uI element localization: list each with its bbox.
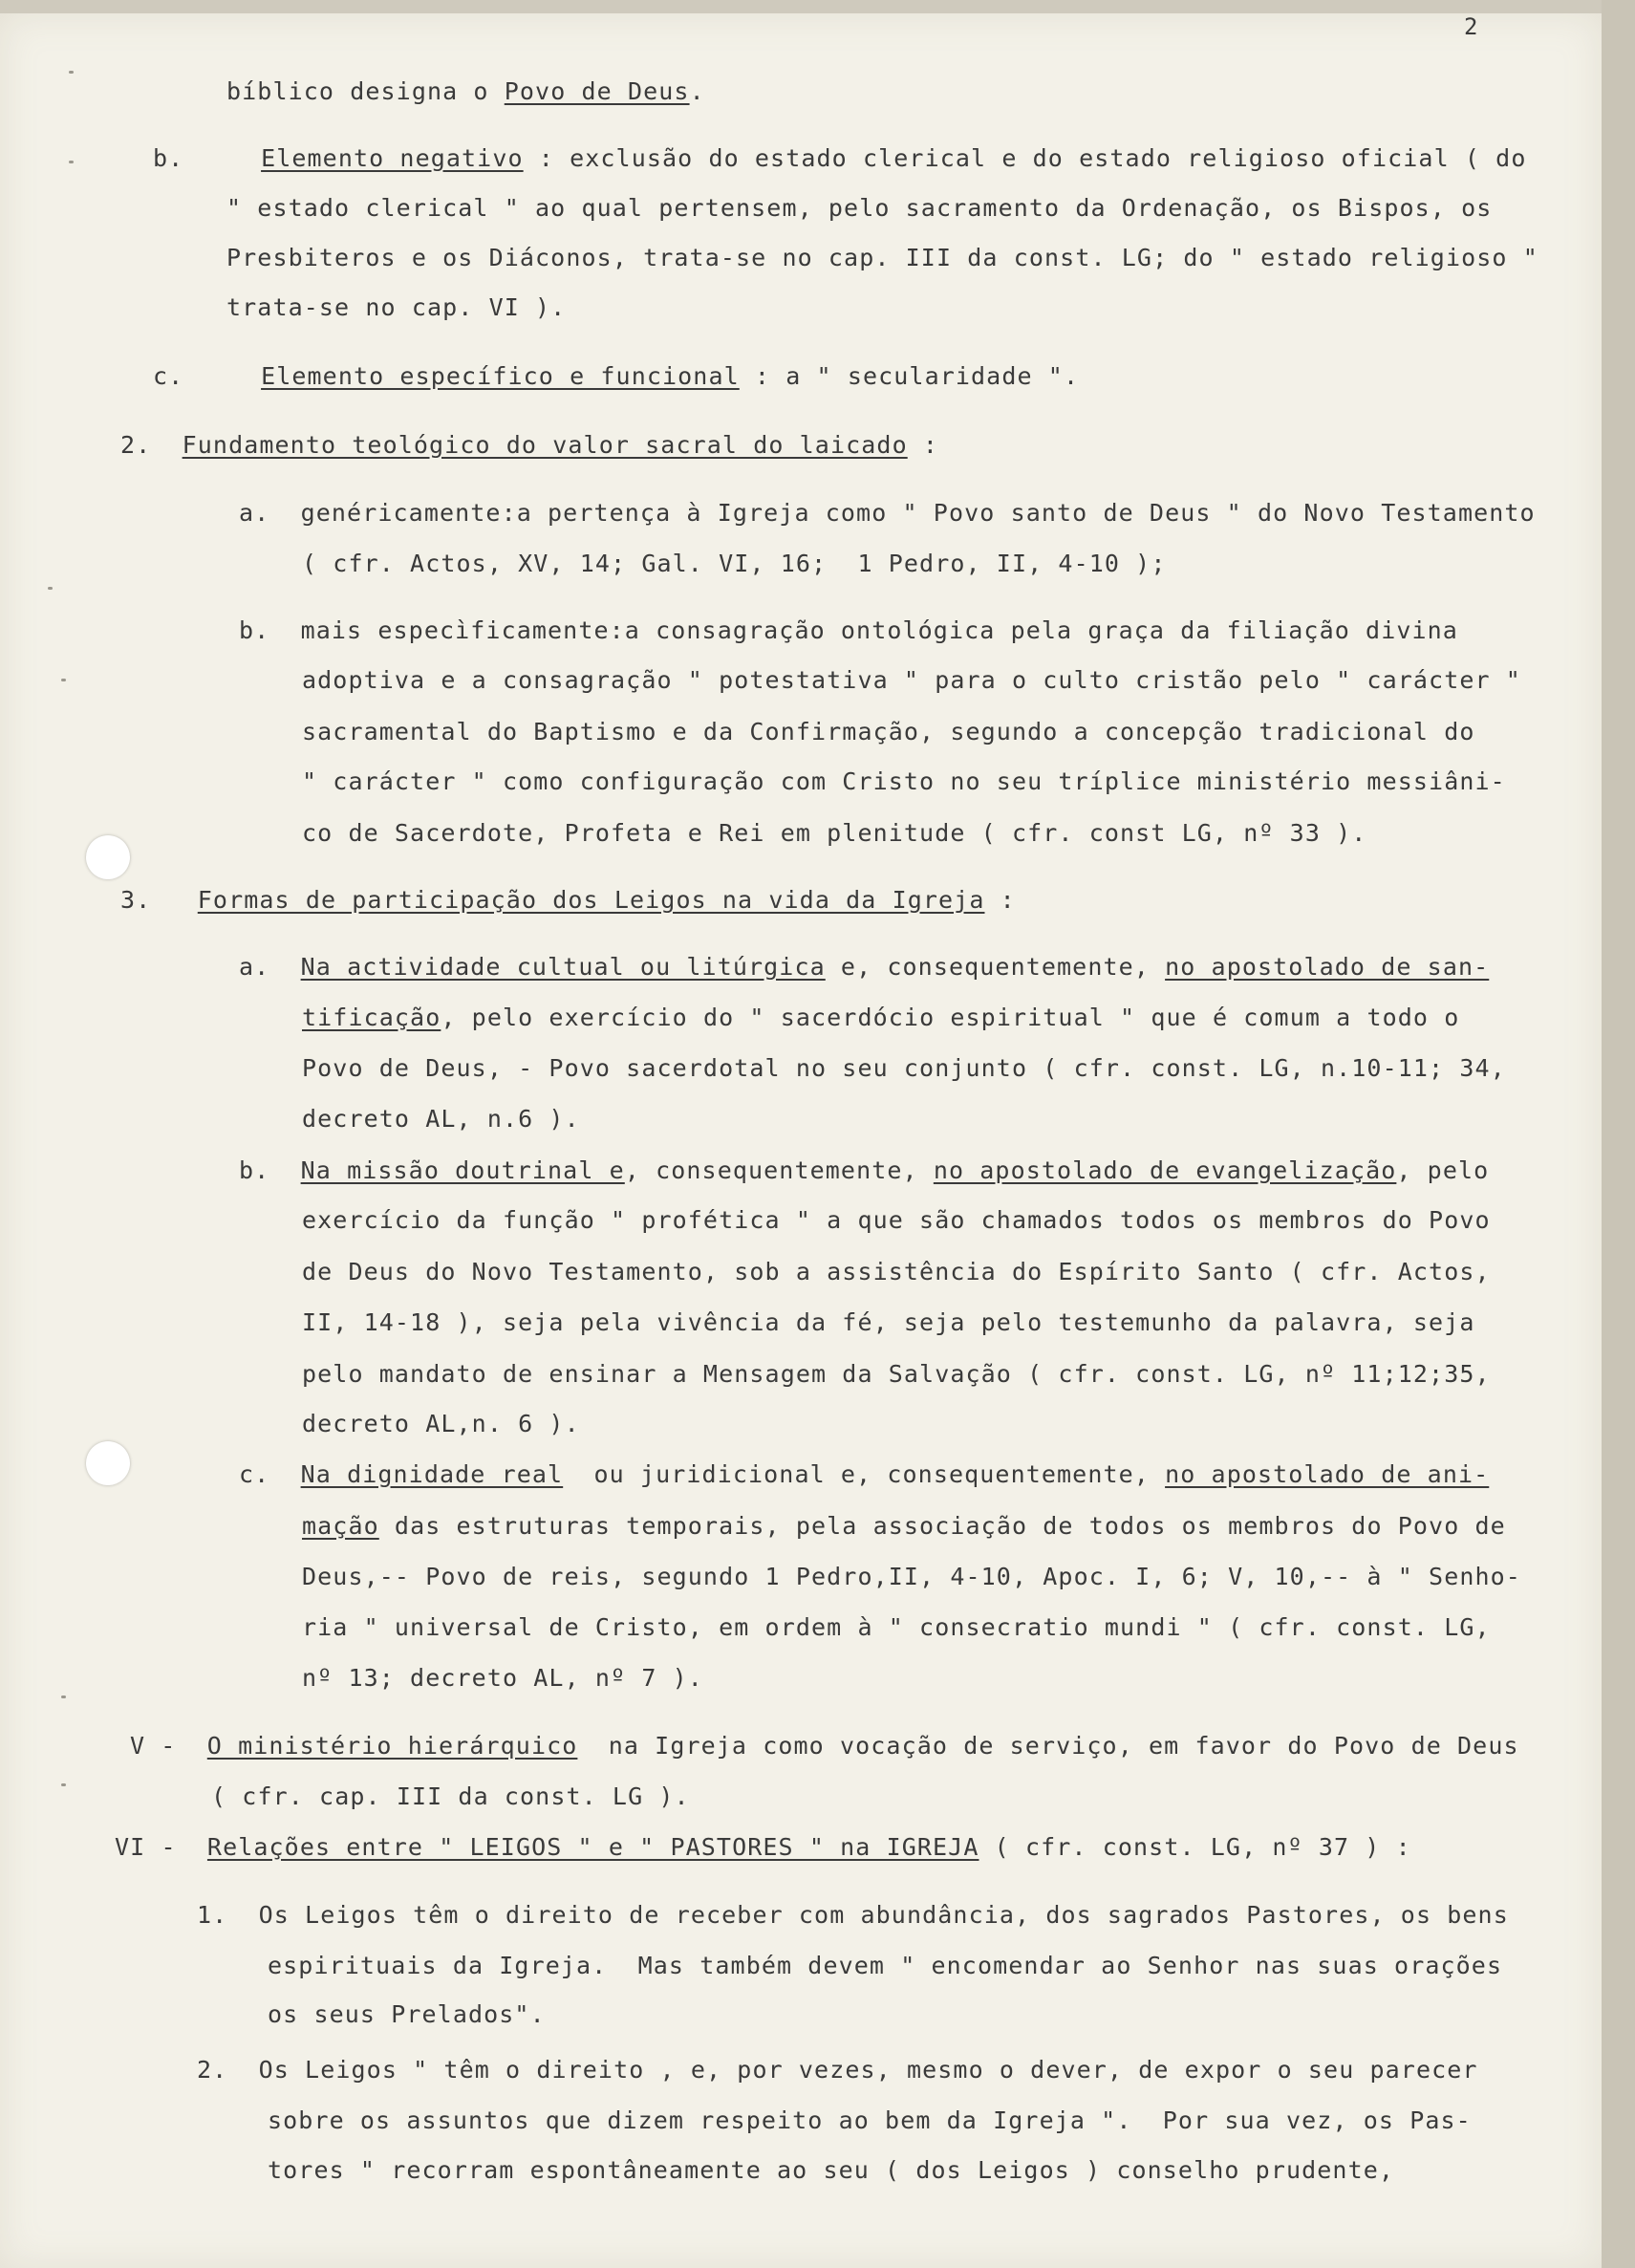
- punch-hole: [86, 835, 130, 879]
- text-segment: :: [984, 886, 1016, 914]
- text-line: [302, 767, 1506, 796]
- text-line: [130, 1732, 1519, 1760]
- page-top-edge: [0, 0, 1635, 13]
- text-segment: exercício da função " profética " a que são chamados todos os membros do Povo: [302, 1206, 1491, 1234]
- text-line: [302, 1512, 1506, 1541]
- text-line: [302, 1258, 1491, 1286]
- text-segment: Presbiteros e os Diáconos, trata-se no cap. III da const. LG; do " estado religioso ": [226, 244, 1538, 271]
- underlined-text: Elemento específico e funcional: [261, 362, 740, 390]
- text-segment: de Deus do Novo Testamento, sob a assistência do Espírito Santo ( cfr. Actos,: [302, 1258, 1491, 1285]
- text-segment: nº 13; decreto AL, nº 7 ).: [302, 1664, 703, 1692]
- text-segment: 2. Os Leigos " têm o direito , e, por vezes, mesmo o dever, de expor o seu parecer: [197, 2056, 1478, 2084]
- text-line: [197, 2056, 1478, 2084]
- paper-speck: [61, 1783, 66, 1786]
- text-segment: tores " recorram espontâneamente ao seu ( dos Leigos ) conselho prudente,: [268, 2156, 1395, 2184]
- text-segment: decreto AL, n.6 ).: [302, 1105, 580, 1133]
- text-line: [302, 1105, 580, 1134]
- text-line: [302, 1004, 1459, 1032]
- text-segment: 2.: [120, 431, 183, 459]
- text-line: [268, 2156, 1394, 2185]
- text-segment: ( cfr. Actos, XV, 14; Gal. VI, 16; 1 Pedro, II, 4-10 );: [302, 550, 1167, 577]
- underlined-text: mação: [302, 1512, 379, 1540]
- text-segment: 3.: [120, 886, 198, 914]
- text-line: [239, 1460, 1489, 1489]
- text-segment: e, consequentemente,: [825, 953, 1166, 981]
- underlined-text: O ministério hierárquico: [206, 1732, 578, 1760]
- underlined-text: no apostolado de evangelização: [933, 1156, 1397, 1184]
- text-segment: sobre os assuntos que dizem respeito ao bem da Igreja ". Por sua vez, os Pas-: [268, 2106, 1472, 2134]
- text-segment: os seus Prelados".: [268, 2000, 546, 2028]
- text-segment: Povo de Deus, - Povo sacerdotal no seu conjunto ( cfr. const. LG, n.10-11; 34,: [302, 1054, 1506, 1082]
- text-line: [302, 1206, 1491, 1235]
- text-line: [226, 194, 1492, 223]
- paper-speck: [69, 161, 74, 163]
- document-page: [0, 13, 1602, 2268]
- text-line: [153, 144, 1526, 173]
- text-segment: V -: [130, 1732, 207, 1760]
- text-segment: , pelo exercício do " sacerdócio espiritual " que é comum a todo o: [441, 1004, 1460, 1031]
- text-line: [226, 293, 566, 322]
- underlined-text: no apostolado de san-: [1165, 953, 1490, 981]
- underlined-text: Na actividade cultual ou litúrgica: [300, 953, 826, 981]
- text-line: [302, 1613, 1491, 1642]
- text-line: [302, 1360, 1491, 1389]
- text-line: [302, 666, 1521, 695]
- text-segment: a. genéricamente:a pertença à Igreja como " Povo santo de Deus " do Novo Testamento: [239, 499, 1536, 527]
- text-segment: pelo mandato de ensinar a Mensagem da Salvação ( cfr. const. LG, nº 11;12;35,: [302, 1360, 1491, 1388]
- text-segment: : a " secularidade ".: [739, 362, 1080, 390]
- text-line: [226, 77, 705, 106]
- text-segment: a.: [239, 953, 301, 981]
- underlined-text: Formas de participação dos Leigos na vida da Igreja: [197, 886, 985, 914]
- text-line: [153, 362, 1079, 391]
- underlined-text: Elemento negativo: [261, 144, 524, 172]
- text-segment: c.: [239, 1460, 301, 1488]
- text-line: [120, 431, 938, 460]
- text-segment: ( cfr. cap. III da const. LG ).: [211, 1782, 690, 1810]
- text-segment: :: [907, 431, 939, 459]
- text-segment: decreto AL,n. 6 ).: [302, 1410, 580, 1437]
- text-segment: VI -: [115, 1833, 207, 1861]
- text-segment: c.: [153, 362, 262, 390]
- text-segment: ria " universal de Cristo, em ordem à " consecratio mundi " ( cfr. const. LG,: [302, 1613, 1491, 1641]
- text-segment: , consequentemente,: [624, 1156, 934, 1184]
- text-line: [302, 550, 1166, 578]
- text-line: [120, 886, 1016, 915]
- text-segment: b. mais especìficamente:a consagração ontológica pela graça da filiação divina: [239, 616, 1458, 644]
- text-segment: b.: [239, 1156, 301, 1184]
- text-line: [239, 1156, 1489, 1185]
- text-line: [302, 718, 1475, 746]
- text-line: [302, 1054, 1506, 1083]
- text-line: [211, 1782, 690, 1811]
- text-line: [226, 244, 1538, 272]
- text-segment: .: [689, 77, 705, 105]
- text-segment: : exclusão do estado clerical e do estado religioso oficial ( do: [523, 144, 1527, 172]
- text-segment: 1. Os Leigos têm o direito de receber com abundância, dos sagrados Pastores, os bens: [197, 1901, 1509, 1929]
- text-line: [268, 1952, 1502, 1980]
- text-segment: , pelo: [1396, 1156, 1490, 1184]
- underlined-text: Na dignidade real: [300, 1460, 564, 1488]
- text-line: [197, 1901, 1509, 1930]
- text-line: [302, 1410, 580, 1438]
- text-segment: Deus,-- Povo de reis, segundo 1 Pedro,II, 4-10, Apoc. I, 6; V, 10,-- à " Senho-: [302, 1563, 1521, 1590]
- text-line: [239, 953, 1489, 982]
- text-segment: adoptiva e a consagração " potestativa " para o culto cristão pelo " carácter ": [302, 666, 1521, 694]
- text-line: [268, 2000, 546, 2029]
- paper-speck: [61, 1696, 66, 1698]
- text-segment: das estruturas temporais, pela associação de todos os membros do Povo de: [378, 1512, 1506, 1540]
- paper-speck: [48, 587, 53, 590]
- page-number: 2: [1464, 13, 1480, 40]
- text-segment: ou juridicional e, consequentemente,: [563, 1460, 1166, 1488]
- text-segment: espirituais da Igreja. Mas também devem " encomendar ao Senhor nas suas orações: [268, 1952, 1503, 1979]
- text-segment: co de Sacerdote, Profeta e Rei em plenitude ( cfr. const LG, nº 33 ).: [302, 819, 1367, 847]
- text-segment: " estado clerical " ao qual pertensem, pelo sacramento da Ordenação, os Bispos, os: [226, 194, 1493, 222]
- text-line: [239, 499, 1536, 528]
- text-line: [268, 2106, 1472, 2135]
- text-segment: " carácter " como configuração com Cristo no seu tríplice ministério messiâni-: [302, 767, 1506, 795]
- text-segment: trata-se no cap. VI ).: [226, 293, 567, 321]
- underlined-text: Na missão doutrinal e: [300, 1156, 625, 1184]
- text-line: [239, 616, 1458, 645]
- paper-speck: [69, 71, 74, 74]
- text-segment: b.: [153, 144, 262, 172]
- underlined-text: Relações entre " LEIGOS " e " PASTORES " na IGREJA: [206, 1833, 979, 1861]
- text-line: [115, 1833, 1411, 1862]
- text-segment: na Igreja como vocação de serviço, em favor do Povo de Deus: [577, 1732, 1519, 1760]
- text-line: [302, 1563, 1521, 1591]
- underlined-text: no apostolado de ani-: [1165, 1460, 1490, 1488]
- text-segment: II, 14-18 ), seja pela vivência da fé, seja pelo testemunho da palavra, seja: [302, 1308, 1475, 1336]
- underlined-text: Povo de Deus: [504, 77, 690, 105]
- paper-speck: [61, 679, 66, 681]
- punch-hole: [86, 1441, 130, 1485]
- text-segment: sacramental do Baptismo e da Confirmação, segundo a concepção tradicional do: [302, 718, 1475, 745]
- text-segment: ( cfr. const. LG, nº 37 ) :: [979, 1833, 1411, 1861]
- underlined-text: Fundamento teológico do valor sacral do laicado: [182, 431, 908, 459]
- page-right-edge: [1602, 0, 1635, 2268]
- text-line: [302, 1664, 703, 1693]
- underlined-text: tificação: [302, 1004, 441, 1031]
- text-line: [302, 819, 1366, 848]
- text-line: [302, 1308, 1475, 1337]
- text-segment: bíblico designa o: [226, 77, 505, 105]
